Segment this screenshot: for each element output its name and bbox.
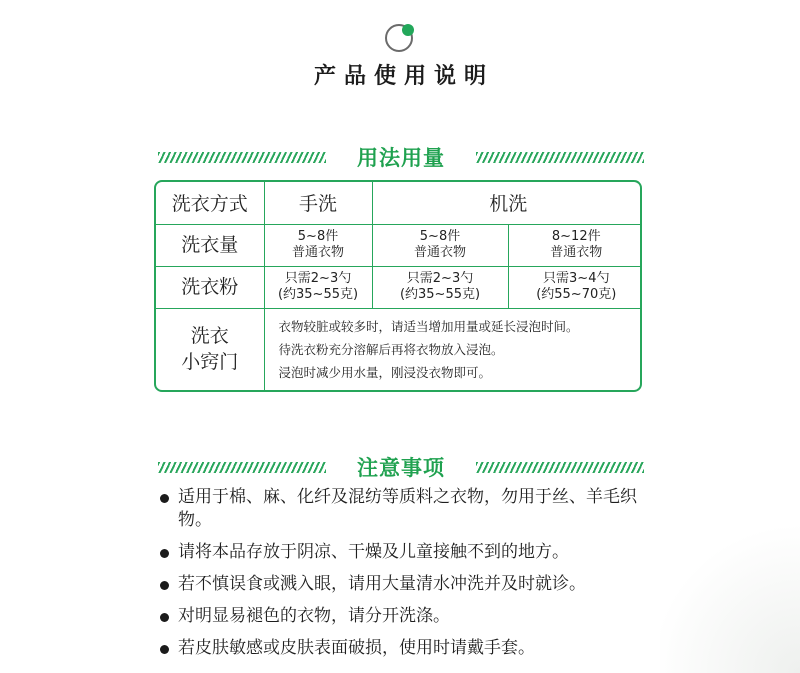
col-header-machine-wash: 机洗 bbox=[372, 182, 642, 224]
list-item bbox=[160, 541, 660, 564]
table-row bbox=[156, 266, 642, 308]
notes-list bbox=[160, 486, 660, 669]
table-cell bbox=[372, 266, 508, 308]
row-label-laundry-amount: 洗衣量 bbox=[156, 224, 264, 266]
cell-line: 5~8件 bbox=[419, 229, 461, 244]
tip-line: 待洗衣粉充分溶解后再将衣物放入浸泡。 bbox=[278, 341, 504, 357]
decorative-stripes-right bbox=[476, 152, 644, 163]
note-text: 适用于棉、麻、化纤及混纺等质料之衣物，勿用于丝、羊毛织物。 bbox=[178, 487, 637, 530]
note-text: 对明显易褪色的衣物，请分开洗涤。 bbox=[178, 606, 450, 626]
tips-label-line: 洗衣 bbox=[190, 325, 229, 348]
usage-section-title: 用法用量 bbox=[357, 146, 445, 170]
usage-section-heading bbox=[158, 142, 644, 172]
col-header-wash-method: 洗衣方式 bbox=[156, 182, 264, 224]
tip-line: 浸泡时减少用水量，刚浸没衣物即可。 bbox=[278, 364, 492, 380]
cell-line: (约35~55克) bbox=[399, 287, 481, 302]
note-text: 请将本品存放于阴凉、干燥及儿童接触不到的地方。 bbox=[178, 542, 569, 562]
cell-line: (约35~55克) bbox=[277, 287, 359, 302]
cell-line: 普通衣物 bbox=[550, 245, 603, 260]
notes-section-heading bbox=[158, 452, 644, 482]
cell-line: 普通衣物 bbox=[413, 245, 466, 260]
bullet-dot-icon bbox=[160, 581, 169, 590]
decorative-stripes-left bbox=[158, 152, 326, 163]
table-cell bbox=[508, 224, 642, 266]
circle-dot-logo-icon bbox=[383, 20, 417, 54]
tip-line: 衣物较脏或较多时，请适当增加用量或延长浸泡时间。 bbox=[278, 318, 579, 334]
decorative-stripes-left bbox=[158, 462, 326, 473]
table-cell bbox=[264, 266, 372, 308]
cell-line: (约55~70克) bbox=[536, 287, 617, 302]
decorative-stripes-right bbox=[476, 462, 644, 473]
list-item bbox=[160, 486, 660, 532]
note-text: 若皮肤敏感或皮肤表面破损，使用时请戴手套。 bbox=[178, 638, 535, 658]
cell-line: 普通衣物 bbox=[291, 245, 344, 260]
cell-line: 只需2~3勺 bbox=[284, 271, 352, 286]
corner-shade-decoration bbox=[660, 513, 800, 673]
table-cell bbox=[508, 266, 642, 308]
list-item bbox=[160, 573, 660, 596]
tips-label-line: 小窍门 bbox=[181, 351, 239, 374]
bullet-dot-icon bbox=[160, 613, 169, 622]
table-cell bbox=[372, 224, 508, 266]
cell-line: 只需3~4勺 bbox=[543, 271, 610, 286]
page-title: 产品使用说明 bbox=[313, 64, 494, 89]
usage-table bbox=[154, 180, 642, 392]
table-header-row bbox=[156, 182, 642, 224]
list-item bbox=[160, 637, 660, 660]
bullet-dot-icon bbox=[160, 549, 169, 558]
table-cell bbox=[264, 224, 372, 266]
table-row-tips bbox=[156, 308, 642, 390]
cell-line: 8~12件 bbox=[551, 229, 601, 244]
cell-line: 只需2~3勺 bbox=[406, 271, 474, 286]
tips-cell bbox=[264, 308, 642, 390]
bullet-dot-icon bbox=[160, 494, 169, 503]
row-label-detergent: 洗衣粉 bbox=[156, 266, 264, 308]
col-header-hand-wash: 手洗 bbox=[264, 182, 372, 224]
cell-line: 5~8件 bbox=[297, 229, 339, 244]
bullet-dot-icon bbox=[160, 645, 169, 654]
note-text: 若不慎误食或溅入眼，请用大量清水冲洗并及时就诊。 bbox=[178, 574, 586, 594]
row-label-tips bbox=[156, 308, 264, 390]
notes-section-title: 注意事项 bbox=[357, 456, 445, 480]
list-item bbox=[160, 605, 660, 628]
table-row bbox=[156, 224, 642, 266]
